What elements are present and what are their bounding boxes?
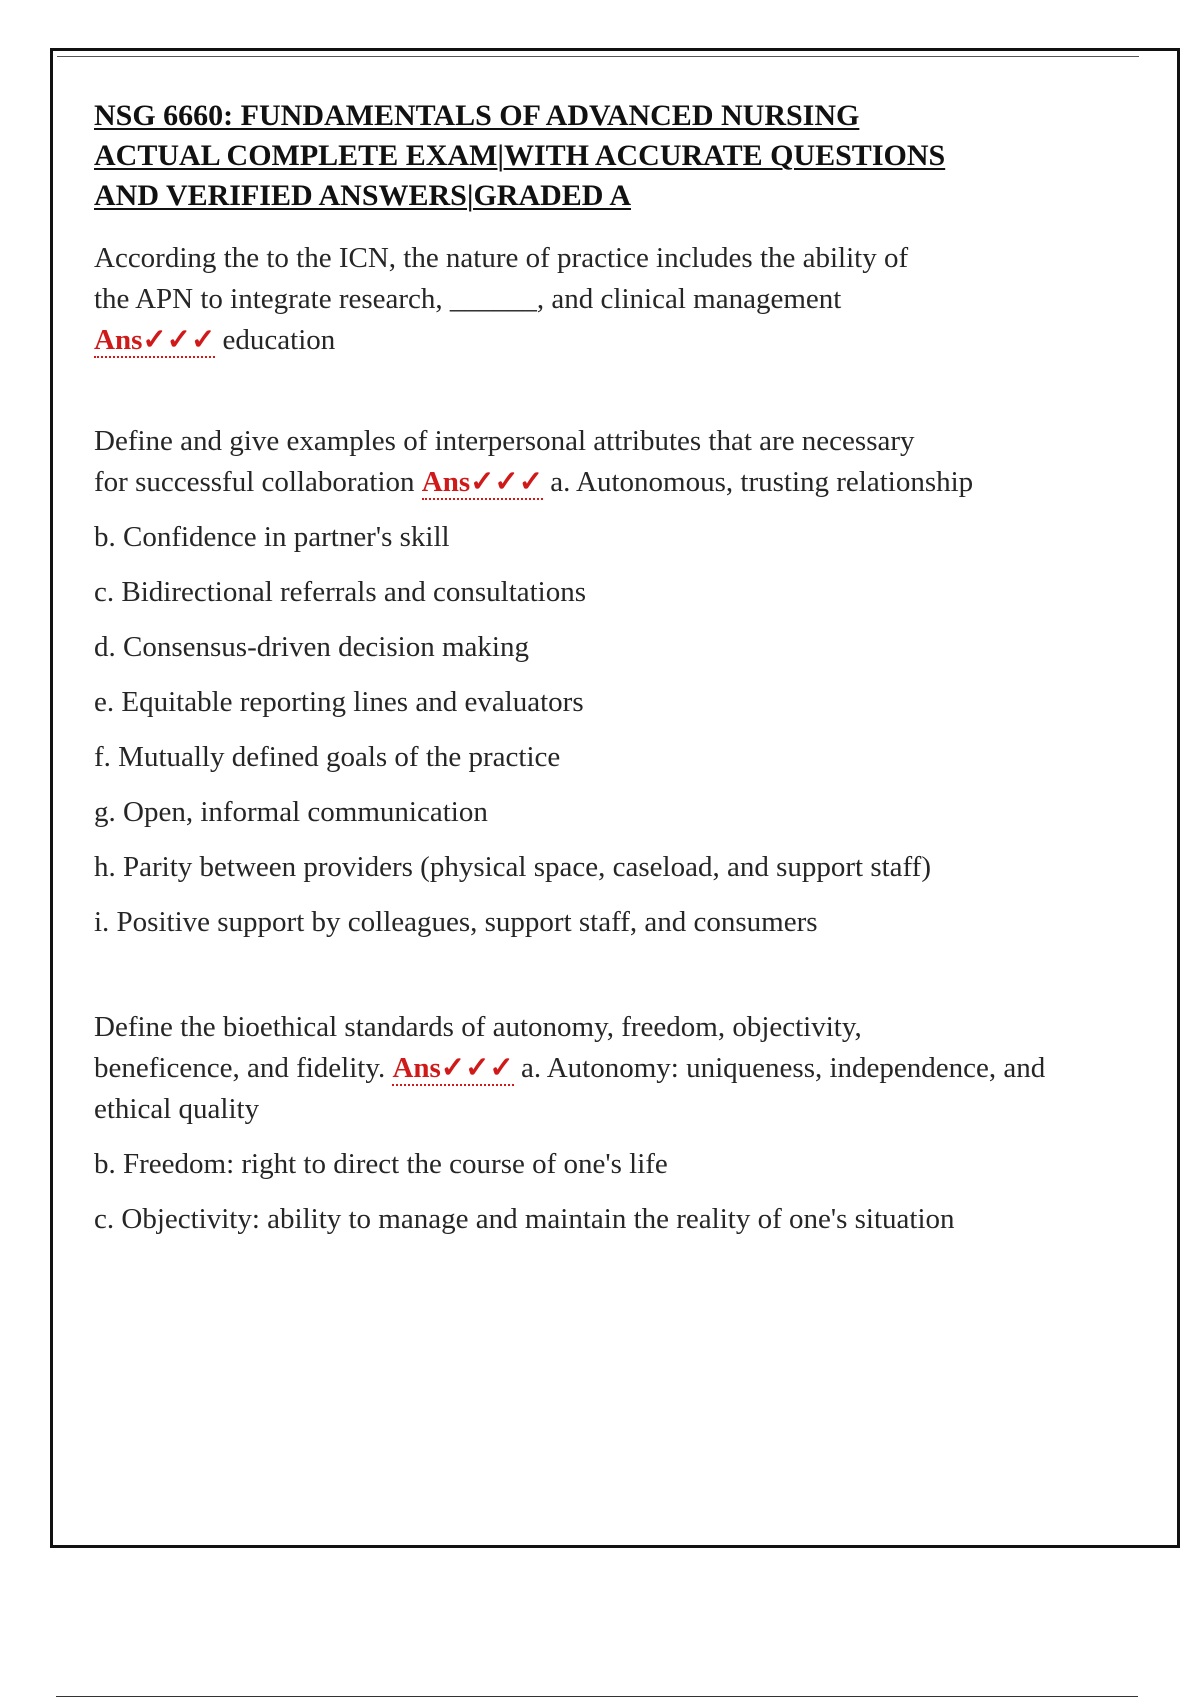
- answer-list-item: i. Positive support by colleagues, support staff, and consumers: [94, 906, 818, 938]
- title-line-3: AND VERIFIED ANSWERS|GRADED A: [94, 179, 631, 212]
- answer-list-item: h. Parity between providers (physical space, caseload, and support staff): [94, 851, 931, 883]
- answer-marker: Ans✓✓✓: [392, 1052, 514, 1084]
- answer-list-item: c. Objectivity: ability to manage and maintain the reality of one's situation: [94, 1203, 955, 1235]
- answer-text: education: [222, 324, 336, 356]
- title-line-2: ACTUAL COMPLETE EXAM|WITH ACCURATE QUESTIONS: [94, 139, 946, 172]
- document-title: [94, 96, 1084, 216]
- answer-list-item: b. Freedom: right to direct the course of one's life: [94, 1148, 668, 1180]
- question-text: Define the bioethical standards of autonomy, freedom, objectivity, beneficence, and fidelity. Ans✓✓✓ a. Autonomy: uniqueness, independence, and ethical quality: [94, 1011, 1046, 1125]
- answer-list-item: c. Bidirectional referrals and consultations: [94, 576, 587, 608]
- question-text: Define and give examples of interpersonal attributes that are necessary for successful collaboration Ans✓✓✓ a. Autonomous, trusting relationship: [94, 425, 974, 498]
- answer-text: a. Autonomous, trusting relationship: [550, 466, 974, 498]
- answer-list-item: d. Consensus-driven decision making: [94, 631, 529, 663]
- answer-list-item: e. Equitable reporting lines and evaluators: [94, 686, 584, 718]
- qa-block-1: [94, 238, 1084, 361]
- answer-list-item: g. Open, informal communication: [94, 796, 488, 828]
- answer-marker: Ans✓✓✓: [94, 324, 216, 356]
- question-text: According the to the ICN, the nature of practice includes the ability of the APN to integrate research, ______, and clinical management Ans✓✓✓ education: [94, 242, 909, 356]
- frame-top-rule: [57, 56, 1139, 57]
- qa-block-2: [94, 421, 1084, 943]
- page-bottom-rule: [56, 1696, 1138, 1697]
- answer-list-item: b. Confidence in partner's skill: [94, 521, 450, 553]
- answer-text: a. Autonomy: uniqueness, independence, and ethical quality: [94, 1052, 1046, 1125]
- answer-list-item: f. Mutually defined goals of the practice: [94, 741, 561, 773]
- qa-block-3: [94, 1007, 1084, 1240]
- answer-marker: Ans✓✓✓: [421, 466, 544, 498]
- title-line-1: NSG 6660: FUNDAMENTALS OF ADVANCED NURSING: [94, 99, 860, 132]
- document-content: [94, 96, 1084, 1240]
